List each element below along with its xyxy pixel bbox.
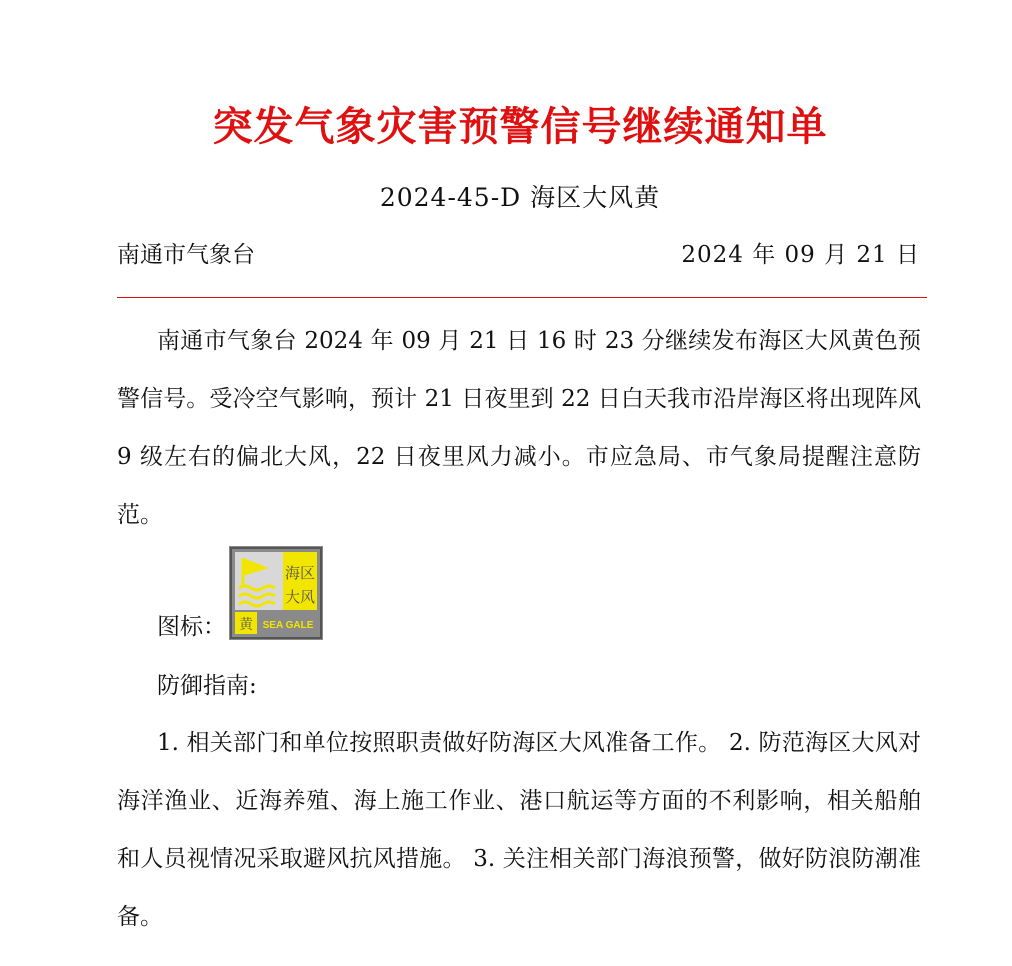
icon-text-level: 黄 [239,617,253,633]
header-divider [117,297,927,298]
issue-date: 2024 年 09 月 21 日 [681,242,920,268]
notice-title: 突发气象灾害预警信号继续通知单 [212,103,828,150]
sea-gale-yellow-warning-icon [229,546,323,640]
issuer-name: 南通市气象台 [117,242,255,268]
warning-code: 2024-45-D 海区大风黄 [379,183,661,212]
icon-label: 图标： [157,614,226,640]
icon-text-main-1: 海区 [284,564,316,582]
guide-body: 1. 相关部门和单位按照职责做好防海区大风准备工作。 2. 防范海区大风对海洋渔业、近海养殖、海上施工作业、港口航运等方面的不利影响，相关船舶和人员视情况采取避风抗风措施。 3. 关注相关部门海浪预警，做好防浪防潮准备。 [117,730,921,930]
icon-text-en: SEA GALE [262,620,314,631]
notice-body: 南通市气象台 2024 年 09 月 21 日 16 时 23 分继续发布海区大风黄色预警信号。受冷空气影响，预计 21 日夜里到 22 日白天我市沿岸海区将出现阵风 9 级左右的偏北大风，22 日夜里风力减小。市应急局、市气象局提醒注意防范。 [117,328,921,528]
icon-text-main-2: 大风 [284,588,316,606]
guide-heading: 防御指南: [157,673,257,699]
